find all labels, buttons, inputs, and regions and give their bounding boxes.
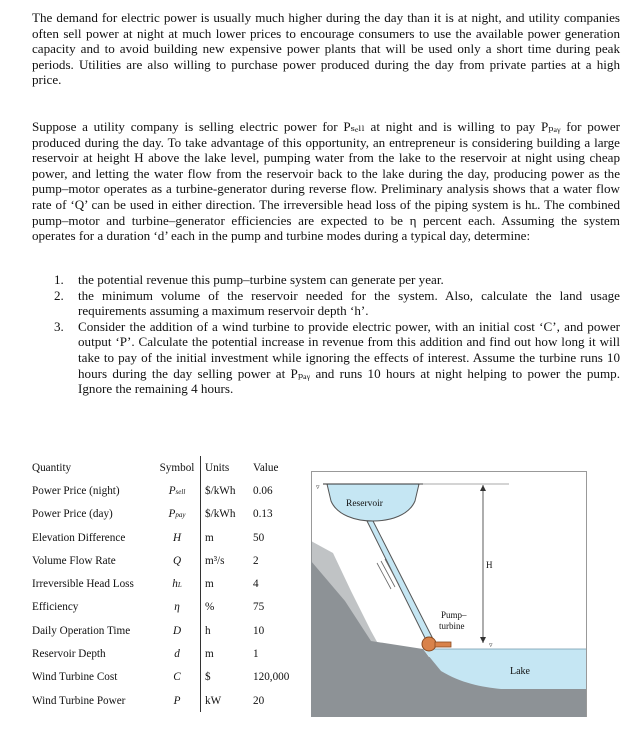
question-text: Consider the addition of a wind turbine to provide electric power, with an initial cost ‘C’, and power output ‘P’. Calculate the potential increase in revenue from this addition and find out how long it will take to pay of the initial investment while ignoring the effects of interest. Assume the turbine runs 10 hours during the day selling power at Pₚₐᵧ and runs 10 hours at night helping to power the pump. Ignore the remaining 4 hours. (78, 318, 620, 397)
pump-label-line2: turbine (439, 621, 465, 631)
quantity-cell: Power Price (day) (32, 508, 113, 521)
value-cell: 0.13 (253, 508, 273, 521)
symbol-letter: P (168, 508, 176, 521)
question-item (32, 272, 620, 288)
table-row (30, 526, 305, 549)
quantity-cell: Daily Operation Time (32, 624, 131, 637)
symbol-cell (154, 572, 201, 595)
symbol-subscript: L (177, 581, 182, 590)
value-cell: 120,000 (253, 671, 290, 684)
question-list (32, 272, 620, 397)
height-label: H (486, 560, 493, 570)
quantity-cell: Elevation Difference (32, 531, 126, 544)
quantity-cell: Irreversible Head Loss (32, 578, 134, 591)
symbol-cell (154, 689, 201, 712)
symbol-letter: D (172, 624, 182, 637)
table-row (30, 619, 305, 642)
quantity-cell: Wind Turbine Power (32, 694, 126, 707)
symbol-letter: d (174, 648, 180, 661)
question-text: the minimum volume of the reservoir needed for the system. Also, calculate the land usage requirements assuming a maximum reservoir depth ‘h’. (78, 287, 620, 319)
symbol-letter: H (172, 531, 182, 544)
reservoir-label: Reservoir (346, 499, 383, 509)
units-cell: % (201, 596, 248, 619)
symbol-cell (154, 619, 201, 642)
symbol-cell (154, 549, 201, 572)
pump-outlet (435, 642, 451, 647)
table-row (30, 503, 305, 526)
units-cell: $/kWh (201, 503, 248, 526)
intro-paragraph: The demand for electric power is usually much higher during the day than it is at night, and utility companies often sell power at night at much lower prices to encourage consumers to use the available power generation capacity and to avoid building new expensive power plants that will be used only a short time during peak periods. Utilities are also willing to purchase power produced during the day from private parties at a high price. (32, 10, 620, 88)
table-row (30, 666, 305, 689)
pump-label-line1: Pump– (441, 610, 467, 620)
units-cell: $ (201, 666, 248, 689)
question-item (32, 288, 620, 319)
symbol-cell (154, 526, 201, 549)
symbol-subscript: sell (175, 487, 186, 496)
pump-storage-diagram (311, 471, 587, 717)
quantity-cell: Wind Turbine Cost (32, 671, 118, 684)
table-row (30, 572, 305, 595)
value-cell: 20 (253, 694, 265, 707)
symbol-cell (154, 479, 201, 502)
table-row (30, 689, 305, 712)
header-units: Units (201, 456, 248, 479)
lake-level-mark-icon: ▿ (489, 641, 493, 649)
units-cell: h (201, 619, 248, 642)
lake-label: Lake (510, 666, 530, 677)
question-number: 3. (54, 318, 64, 334)
symbol-cell (154, 666, 201, 689)
value-cell: 2 (253, 554, 259, 567)
quantity-cell: Power Price (night) (32, 484, 120, 497)
quantity-cell: Efficiency (32, 601, 79, 614)
question-number: 1. (54, 272, 64, 287)
symbol-subscript: pay (175, 511, 186, 520)
symbol-letter: η (174, 601, 180, 614)
table-row (30, 549, 305, 572)
quantity-cell: Volume Flow Rate (32, 554, 116, 567)
units-cell: m (201, 642, 248, 665)
symbol-letter: h (172, 578, 178, 591)
symbol-letter: P (168, 484, 176, 497)
table-header-row (30, 456, 305, 479)
table-row (30, 642, 305, 665)
units-cell: kW (201, 689, 248, 712)
value-cell: 10 (253, 624, 265, 637)
quantity-cell: Reservoir Depth (32, 648, 106, 661)
table-row (30, 596, 305, 619)
value-cell: 50 (253, 531, 265, 544)
value-cell: 1 (253, 648, 259, 661)
table-row (30, 479, 305, 502)
symbol-letter: C (173, 671, 181, 684)
pump-turbine-icon (422, 637, 436, 651)
question-text: the potential revenue this pump–turbine system can generate per year. (78, 272, 444, 287)
parameter-table (30, 456, 305, 712)
question-number: 2. (54, 287, 64, 303)
symbol-letter: P (173, 694, 181, 707)
symbol-cell (154, 596, 201, 619)
problem-paragraph: Suppose a utility company is selling electric power for Pₛₑₗₗ at night and is willing to pay Pₚₐᵧ for power produced during the day. To take advantage of this opportunity, an entrepreneur is considering building a large reservoir at height H above the lake level, pumping water from the lake to the reservoir at night using cheap power, and letting the water flow from the reservoir back to the lake during the day, producing power as the pump–motor operates as a turbine-generator during reverse flow. Preliminary analysis shows that a water flow rate of ‘Q’ can be used in either direction. The irreversible head loss of the piping system is hʟ. The combined pump–motor and turbine–generator efficiencies are expected to be η percent each. Assuming the system operates for a duration ‘d’ each in the pump and turbine modes during a typical day, determine: (32, 119, 620, 244)
header-symbol: Symbol (159, 461, 195, 474)
question-item (32, 319, 620, 397)
value-cell: 75 (253, 601, 265, 614)
value-cell: 4 (253, 578, 259, 591)
symbol-cell (154, 503, 201, 526)
header-value: Value (253, 461, 279, 474)
header-quantity: Quantity (32, 461, 72, 474)
symbol-cell (154, 642, 201, 665)
units-cell: m (201, 572, 248, 595)
units-cell: m (201, 526, 248, 549)
surface-mark-icon: ▿ (316, 483, 320, 491)
symbol-letter: Q (172, 554, 182, 567)
units-cell: $/kWh (201, 479, 248, 502)
units-cell: m³/s (201, 549, 248, 572)
value-cell: 0.06 (253, 484, 273, 497)
